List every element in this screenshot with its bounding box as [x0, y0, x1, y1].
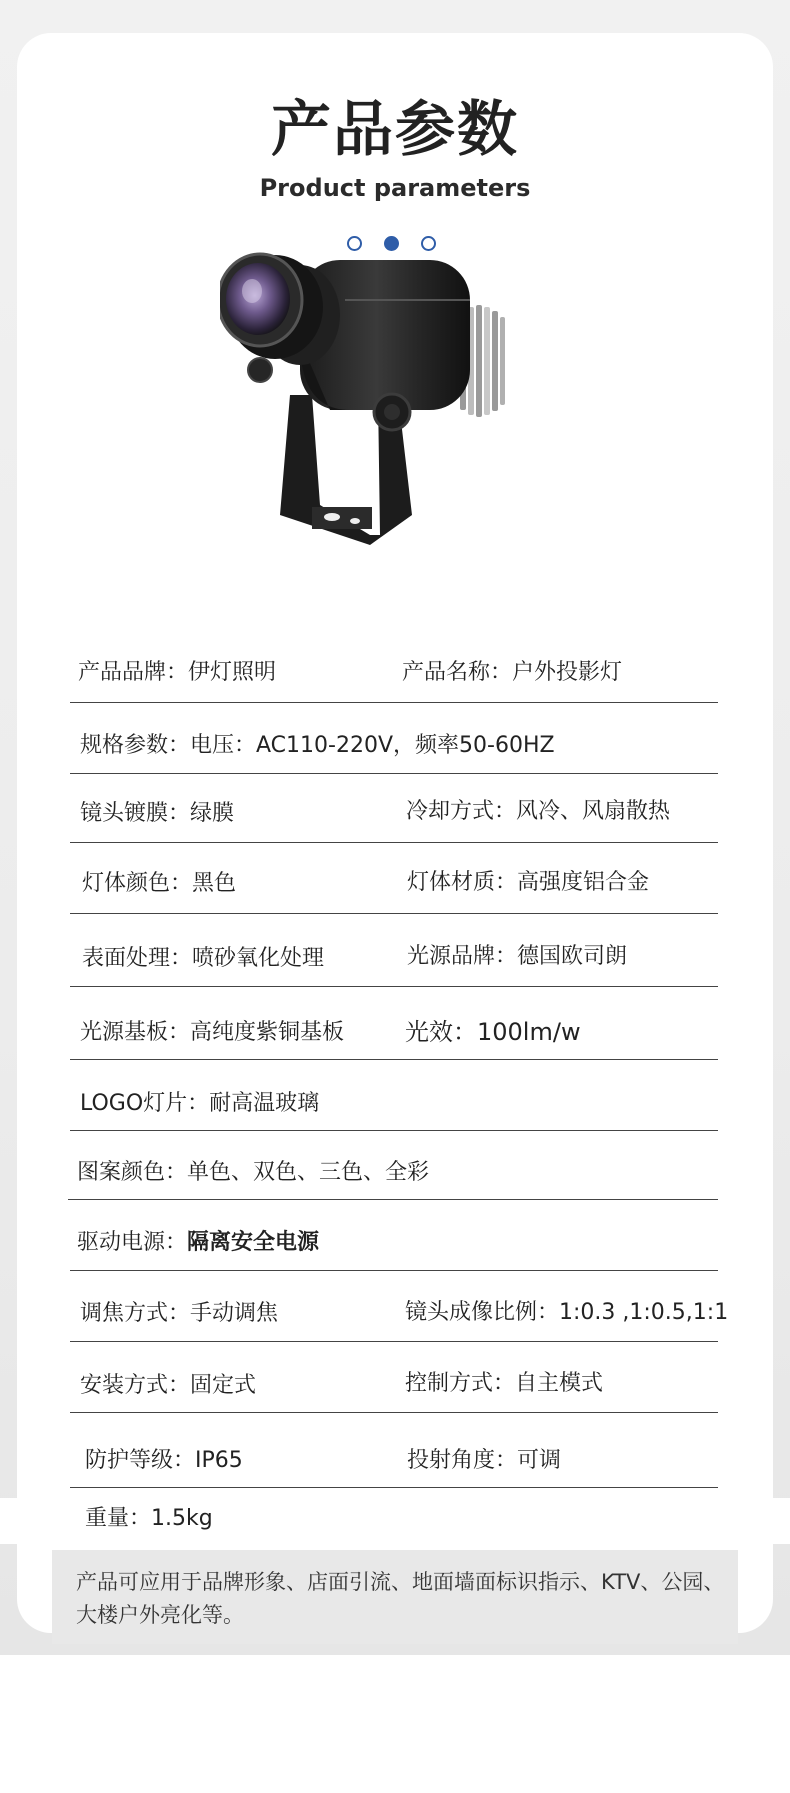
spec-parameters [80, 735, 555, 757]
spec-install [80, 1375, 256, 1397]
spec-key: 控制方式： [405, 1371, 516, 1396]
spec-value: 高强度铝合金 [517, 870, 650, 895]
spec-value: 风冷、风扇散热 [516, 799, 671, 824]
spec-key: 图案颜色： [77, 1160, 188, 1185]
spec-key: 镜头镀膜： [80, 801, 191, 826]
spec-value: 可调 [517, 1448, 562, 1473]
spec-product-name [402, 662, 622, 684]
spec-light-source-brand [407, 946, 627, 968]
row-divider [70, 1059, 718, 1060]
spec-key: 灯体颜色： [82, 871, 193, 896]
spec-key: 安装方式： [80, 1373, 191, 1398]
spec-value: 自主模式 [515, 1371, 604, 1396]
spec-value: 高纯度紫铜基板 [190, 1020, 345, 1045]
spec-value: 隔离安全电源 [187, 1230, 320, 1255]
spec-key: 灯体材质： [407, 870, 518, 895]
spec-weight [85, 1508, 213, 1530]
row-divider [70, 1487, 718, 1488]
spec-value: 手动调焦 [190, 1301, 279, 1326]
spec-key: 光效： [405, 1018, 477, 1046]
page-title: 产品参数 [271, 95, 519, 165]
spec-key: 重量： [85, 1506, 152, 1531]
spec-key: 光源品牌： [407, 944, 518, 969]
spec-pattern-color [77, 1162, 429, 1184]
spec-substrate [80, 1022, 344, 1044]
spec-key: LOGO灯片： [80, 1091, 210, 1116]
row-divider [70, 1412, 718, 1413]
spec-key: 冷却方式： [406, 799, 517, 824]
spec-brand [78, 662, 276, 684]
spec-efficacy [405, 1020, 581, 1044]
spec-key: 投射角度： [407, 1448, 518, 1473]
spec-key: 光源基板： [80, 1020, 191, 1045]
row-divider [70, 986, 718, 987]
spec-key: 产品名称： [402, 660, 513, 685]
spec-key: 驱动电源： [77, 1230, 188, 1255]
spec-cooling [406, 801, 670, 823]
application-note-text: 产品可应用于品牌形象、店面引流、地面墙面标识指示、KTV、公园、大楼户外亮化等。 [76, 1570, 725, 1627]
spec-key: 防护等级： [85, 1448, 196, 1473]
spec-value: 1:0.3 ,1:0.5,1:1 [559, 1300, 729, 1325]
spec-body-material [407, 872, 649, 894]
application-note [52, 1550, 738, 1644]
spec-angle [407, 1450, 561, 1472]
spec-value: 绿膜 [190, 801, 235, 826]
spec-value: 电压：AC110-220V，频率50-60HZ [190, 733, 555, 758]
spec-value: 耐高温玻璃 [209, 1091, 320, 1116]
spec-key: 规格参数： [80, 733, 191, 758]
spec-value: 户外投影灯 [512, 660, 623, 685]
spec-focus [80, 1303, 278, 1325]
spec-value: 黑色 [192, 871, 237, 896]
spec-value: IP65 [195, 1448, 243, 1473]
row-divider [68, 1199, 718, 1200]
gobo-projector-image [220, 245, 540, 630]
spec-value: 伊灯照明 [188, 660, 277, 685]
page-subtitle: Product parameters [259, 174, 531, 202]
spec-body-color [82, 873, 236, 895]
row-divider [70, 1341, 718, 1342]
spec-value: 喷砂氧化处理 [192, 946, 325, 971]
spec-protection [85, 1450, 243, 1472]
spec-control [405, 1373, 603, 1395]
row-divider [70, 1130, 718, 1131]
row-divider [70, 702, 718, 703]
row-divider [70, 773, 718, 774]
spec-value: 1.5kg [151, 1506, 213, 1531]
row-divider [70, 842, 718, 843]
spec-surface-treatment [82, 948, 324, 970]
spec-value: 单色、双色、三色、全彩 [187, 1160, 430, 1185]
spec-lens-coating [80, 803, 234, 825]
spec-key: 调焦方式： [80, 1301, 191, 1326]
spec-logo-film [80, 1093, 319, 1115]
row-divider [70, 1270, 718, 1271]
spec-value: 100lm/w [477, 1018, 581, 1046]
spec-driver [77, 1232, 319, 1254]
spec-lens-ratio [405, 1302, 728, 1324]
spec-value: 固定式 [190, 1373, 257, 1398]
spec-key: 镜头成像比例： [405, 1300, 560, 1325]
spec-value: 德国欧司朗 [517, 944, 628, 969]
row-divider [70, 913, 718, 914]
spec-key: 表面处理： [82, 946, 193, 971]
spec-key: 产品品牌： [78, 660, 189, 685]
